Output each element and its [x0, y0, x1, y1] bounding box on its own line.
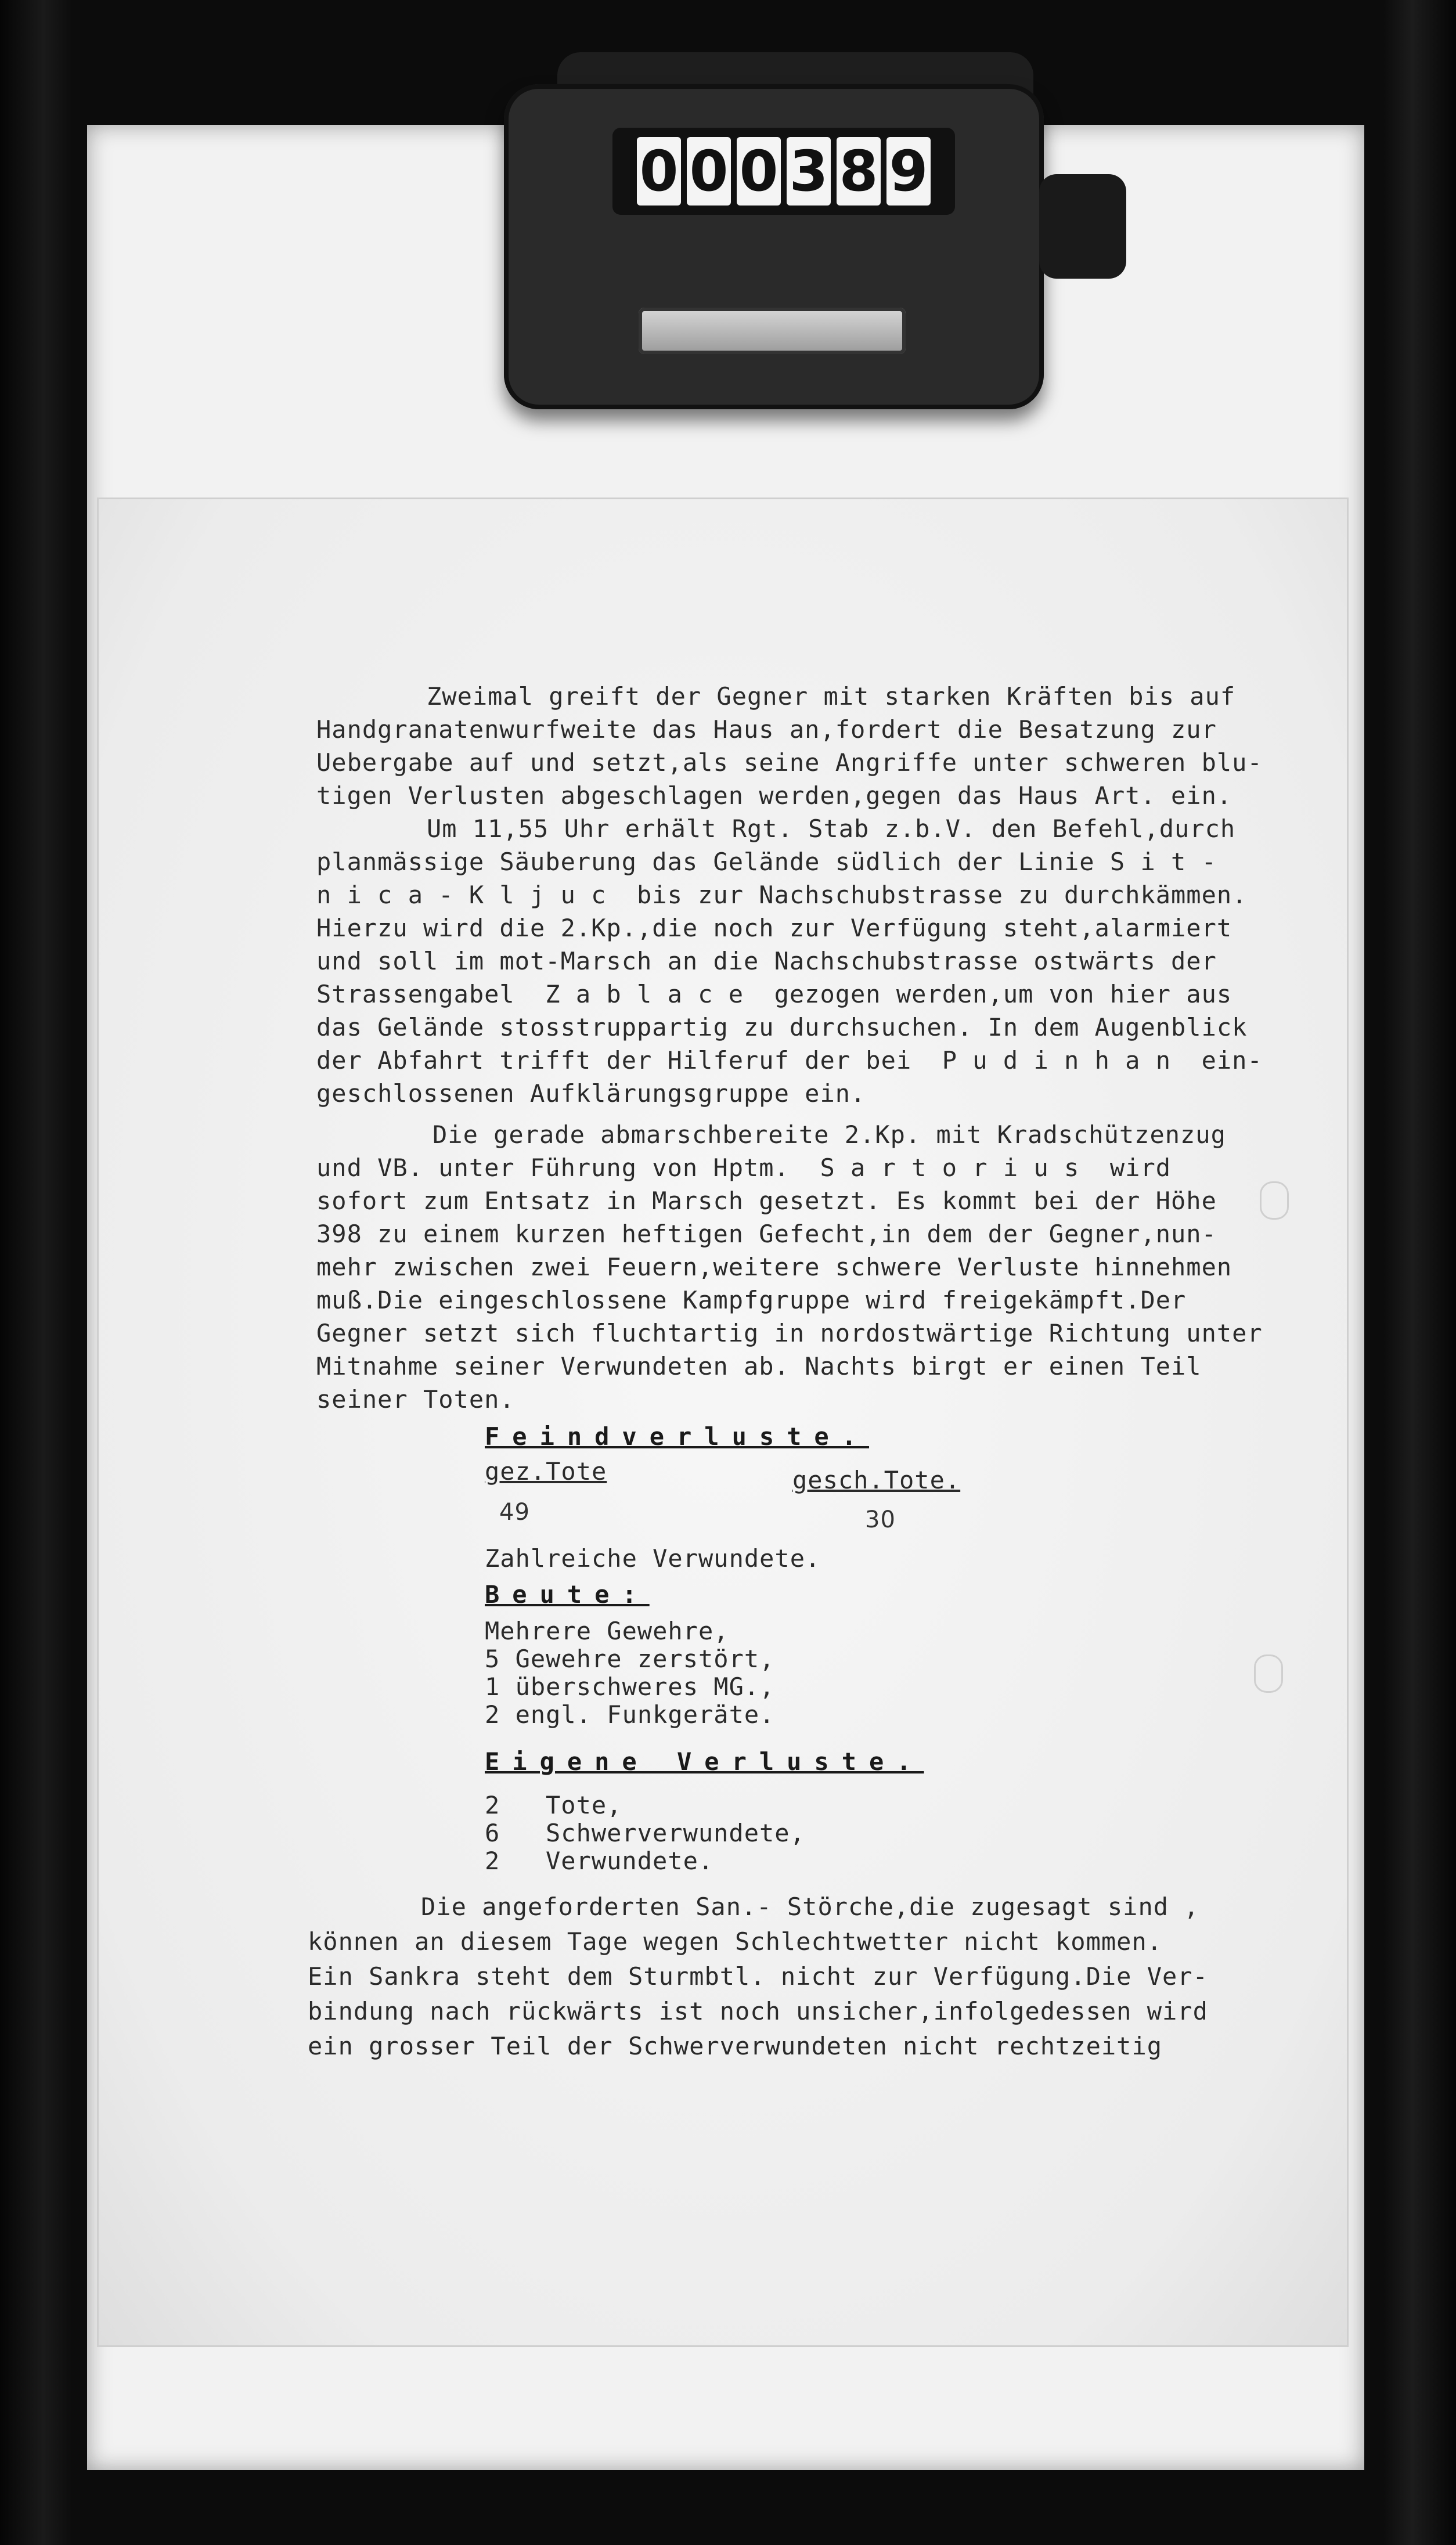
- counter-digit: 0: [737, 137, 781, 206]
- counter-knob: [1039, 174, 1126, 279]
- counter-digit: 8: [837, 137, 881, 206]
- eigene-num: 2: [485, 1847, 500, 1875]
- column-label-gez-tote: gez.Tote: [485, 1457, 607, 1486]
- text-line: Um 11,55 Uhr erhält Rgt. Stab z.b.V. den Befehl,durch: [427, 814, 1236, 843]
- text-line: geschlossenen Aufklärungsgruppe ein.: [316, 1079, 866, 1108]
- wounded-note: Zahlreiche Verwundete.: [485, 1544, 821, 1573]
- section-heading-feindverluste: Feindverluste.: [485, 1422, 870, 1451]
- text-line: tigen Verlusten abgeschlagen werden,gegen das Haus Art. ein.: [316, 781, 1232, 810]
- text-line: Zweimal greift der Gegner mit starken Kräften bis auf: [427, 682, 1236, 711]
- eigene-num: 2: [485, 1791, 500, 1819]
- counter-digit: 0: [687, 137, 731, 206]
- text-line: und soll im mot-Marsch an die Nachschubstrasse ostwärts der: [316, 947, 1217, 975]
- text-line: muß.Die eingeschlossene Kampfgruppe wird freigekämpft.Der: [316, 1286, 1187, 1314]
- text-line: der Abfahrt trifft der Hilferuf der bei P u d i n h a n ein-: [316, 1046, 1263, 1075]
- document-page: [99, 499, 1347, 2345]
- punch-hole: [1254, 1654, 1283, 1693]
- text-line: das Gelände stosstruppartig zu durchsuchen. In dem Augenblick: [316, 1013, 1248, 1041]
- beute-item: 1 überschweres MG.,: [485, 1672, 775, 1701]
- text-line: Gegner setzt sich fluchtartig in nordostwärtige Richtung unter: [316, 1319, 1263, 1347]
- beute-item: Mehrere Gewehre,: [485, 1617, 729, 1645]
- counter-window: [612, 128, 955, 215]
- text-line: planmässige Säuberung das Gelände südlich der Linie S i t -: [316, 848, 1217, 876]
- counter-digit: 0: [637, 137, 681, 206]
- eigene-label: Tote,: [546, 1791, 622, 1819]
- eigene-label: Verwundete.: [546, 1847, 714, 1875]
- text-line: 398 zu einem kurzen heftigen Gefecht,in dem der Gegner,nun-: [316, 1220, 1217, 1248]
- section-heading-beute: Beute:: [485, 1580, 650, 1609]
- section-heading-eigene-verluste: Eigene Verluste.: [485, 1747, 924, 1776]
- text-line: seiner Toten.: [316, 1385, 515, 1414]
- counter-digit: 3: [787, 137, 831, 206]
- value-gesch-tote: 30: [865, 1506, 896, 1533]
- beute-item: 2 engl. Funkgeräte.: [485, 1700, 775, 1729]
- beute-item: 5 Gewehre zerstört,: [485, 1645, 775, 1673]
- text-line: Hierzu wird die 2.Kp.,die noch zur Verfügung steht,alarmiert: [316, 914, 1232, 942]
- value-gez-tote: 49: [499, 1499, 530, 1526]
- text-line: bindung nach rückwärts ist noch unsicher,infolgedessen wird: [308, 1997, 1208, 2025]
- counter-digit: 9: [886, 137, 931, 206]
- text-line: Strassengabel Z a b l a c e gezogen werden,um von hier aus: [316, 980, 1232, 1008]
- column-label-gesch-tote: gesch.Tote.: [792, 1466, 961, 1494]
- text-line: mehr zwischen zwei Feuern,weitere schwere Verluste hinnehmen: [316, 1253, 1232, 1281]
- text-line: Ein Sankra steht dem Sturmbtl. nicht zur Verfügung.Die Ver-: [308, 1962, 1208, 1991]
- text-line: ein grosser Teil der Schwerverwundeten nicht rechtzeitig: [308, 2032, 1163, 2060]
- text-line: Die gerade abmarschbereite 2.Kp. mit Kradschützenzug: [433, 1120, 1226, 1149]
- text-line: Uebergabe auf und setzt,als seine Angriffe unter schweren blu-: [316, 748, 1263, 777]
- text-line: Die angeforderten San.- Störche,die zugesagt sind ,: [421, 1892, 1199, 1921]
- text-line: können an diesem Tage wegen Schlechtwetter nicht kommen.: [308, 1927, 1163, 1956]
- counter-nameplate: [639, 308, 906, 354]
- text-line: sofort zum Entsatz in Marsch gesetzt. Es kommt bei der Höhe: [316, 1187, 1217, 1215]
- text-line: n i c a - K l j u c bis zur Nachschubstrasse zu durchkämmen.: [316, 881, 1248, 909]
- eigene-label: Schwerverwundete,: [546, 1819, 805, 1847]
- text-line: Mitnahme seiner Verwundeten ab. Nachts birgt er einen Teil: [316, 1352, 1202, 1380]
- punch-hole: [1260, 1181, 1289, 1220]
- text-line: Handgranatenwurfweite das Haus an,fordert die Besatzung zur: [316, 715, 1217, 744]
- text-line: und VB. unter Führung von Hptm. S a r t o r i u s wird: [316, 1153, 1172, 1182]
- eigene-num: 6: [485, 1819, 500, 1847]
